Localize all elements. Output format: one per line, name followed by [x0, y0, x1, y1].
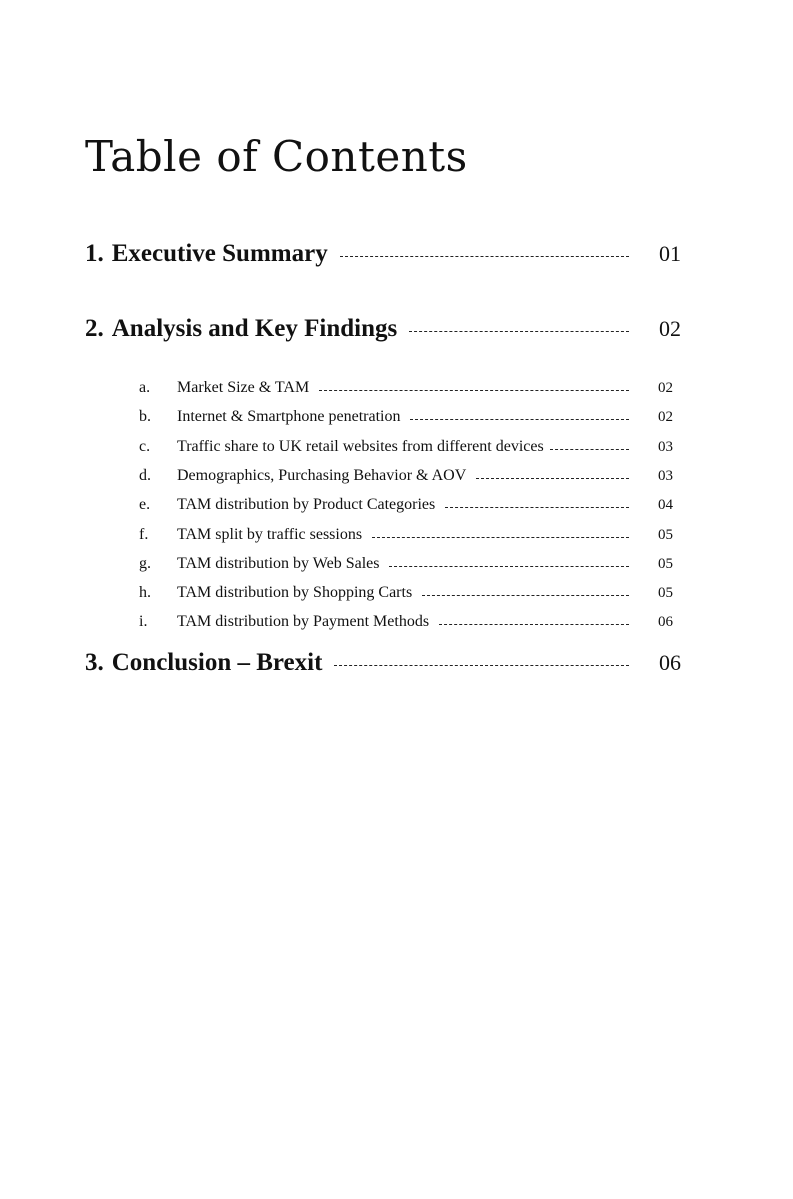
subsection-letter: g. — [139, 555, 151, 572]
subsection-label: Demographics, Purchasing Behavior & AOV — [177, 467, 467, 484]
dotted-leader — [550, 449, 629, 450]
subsection-page-number: 05 — [658, 526, 673, 543]
subsection-letter: i. — [139, 613, 148, 630]
toc-subsection-internet-smartphone[interactable] — [139, 406, 673, 428]
toc-section-executive-summary[interactable] — [85, 239, 681, 269]
toc-subsection-shopping-carts[interactable] — [139, 582, 673, 604]
subsection-letter: a. — [139, 379, 151, 396]
dotted-leader — [476, 478, 629, 479]
subsection-letter: b. — [139, 408, 151, 425]
subsection-label: TAM distribution by Web Sales — [177, 555, 380, 572]
section-label: Analysis and Key Findings — [111, 315, 398, 342]
dotted-leader — [372, 537, 629, 538]
page-title: Table of Contents — [85, 132, 468, 181]
subsection-page-number: 03 — [658, 438, 673, 455]
section-label: Conclusion – Brexit — [111, 649, 323, 676]
subsection-label: TAM split by traffic sessions — [177, 526, 363, 543]
toc-subsection-demographics[interactable] — [139, 465, 673, 487]
dotted-leader — [334, 665, 629, 666]
subsection-page-number: 03 — [658, 467, 673, 484]
subsection-label: TAM distribution by Shopping Carts — [177, 584, 413, 601]
subsection-page-number: 04 — [658, 496, 673, 513]
subsection-label: Market Size & TAM — [177, 379, 310, 396]
section-label: Executive Summary — [111, 240, 328, 267]
dotted-leader — [445, 507, 629, 508]
toc-section-conclusion-brexit[interactable] — [85, 648, 681, 678]
section-page-number: 06 — [659, 650, 681, 675]
subsection-letter: c. — [139, 438, 151, 455]
subsection-page-number: 05 — [658, 584, 673, 601]
subsection-letter: f. — [139, 526, 149, 543]
dotted-leader — [389, 566, 629, 567]
toc-subsection-product-categories[interactable] — [139, 494, 673, 516]
section-page-number: 01 — [659, 241, 681, 266]
subsection-label: TAM distribution by Payment Methods — [177, 613, 430, 630]
dotted-leader — [409, 331, 629, 332]
subsection-letter: h. — [139, 584, 151, 601]
dotted-leader — [439, 624, 629, 625]
subsection-page-number: 02 — [658, 408, 673, 425]
subsection-label: TAM distribution by Product Categories — [177, 496, 436, 513]
subsection-label: Internet & Smartphone penetration — [177, 408, 401, 425]
subsection-page-number: 05 — [658, 555, 673, 572]
subsection-page-number: 06 — [658, 613, 673, 630]
subsection-page-number: 02 — [658, 379, 673, 396]
section-number: 3. — [85, 649, 104, 676]
section-page-number: 02 — [659, 316, 681, 341]
dotted-leader — [410, 419, 629, 420]
dotted-leader — [422, 595, 629, 596]
dotted-leader — [319, 390, 629, 391]
section-number: 2. — [85, 315, 104, 342]
toc-subsection-traffic-sessions[interactable] — [139, 524, 673, 546]
subsection-letter: d. — [139, 467, 151, 484]
section-number: 1. — [85, 240, 104, 267]
dotted-leader — [340, 256, 629, 257]
toc-subsection-web-sales[interactable] — [139, 553, 673, 575]
toc-subsection-traffic-share[interactable] — [139, 436, 673, 458]
toc-section-analysis-key-findings[interactable] — [85, 314, 681, 344]
subsection-label: Traffic share to UK retail websites from different devices — [177, 438, 544, 455]
toc-subsection-payment-methods[interactable] — [139, 611, 673, 633]
subsection-letter: e. — [139, 496, 151, 513]
toc-subsection-market-size[interactable] — [139, 377, 673, 399]
